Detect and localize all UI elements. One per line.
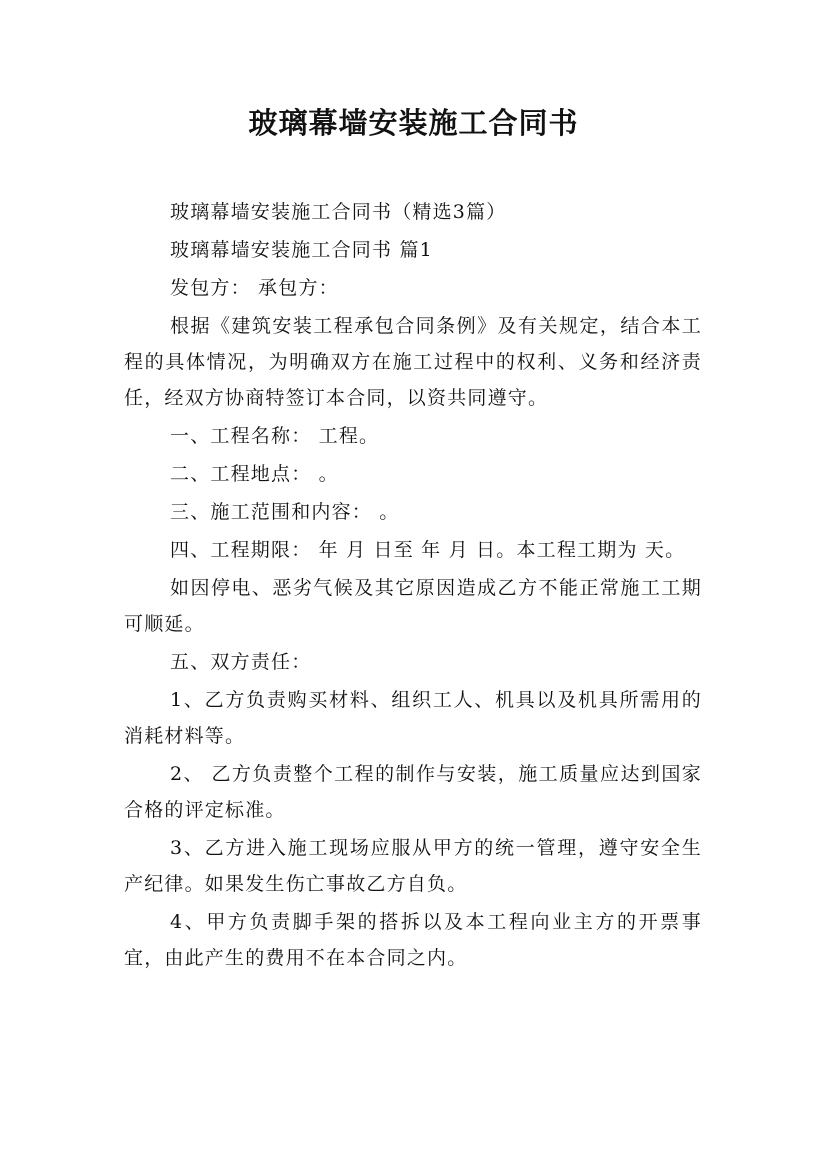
paragraph-duration: 四、工程期限： 年 月 日至 年 月 日。本工程工期为 天。 xyxy=(170,539,686,561)
paragraph-clause-2: 2、 乙方负责整个工程的制作与安装，施工质量应达到国家合格的评定标准。 xyxy=(124,763,702,821)
document-body xyxy=(124,194,702,976)
paragraph-preamble: 根据《建筑安装工程承包合同条例》及有关规定，结合本工程的具体情况，为明确双方在施工过程中的权利、义务和经济责任，经双方协商特签订本合同，以资共同遵守。 xyxy=(124,315,702,409)
paragraph-scope: 三、施工范围和内容： 。 xyxy=(170,501,400,523)
paragraph-clause-1: 1、乙方负责购买材料、组织工人、机具以及机具所需用的消耗材料等。 xyxy=(124,689,702,747)
paragraph-collection-title: 玻璃幕墙安装施工合同书（精选3篇） xyxy=(170,201,507,223)
paragraph-article-heading: 玻璃幕墙安装施工合同书 篇1 xyxy=(170,239,433,261)
paragraph-parties: 发包方： 承包方： xyxy=(170,277,339,299)
paragraph-project-location: 二、工程地点： 。 xyxy=(170,463,339,485)
paragraph-project-name: 一、工程名称： 工程。 xyxy=(170,425,380,447)
paragraph-extension: 如因停电、恶劣气候及其它原因造成乙方不能正常施工工期可顺延。 xyxy=(124,577,702,635)
document-title: 玻璃幕墙安装施工合同书 xyxy=(248,106,579,140)
paragraph-responsibilities-heading: 五、双方责任： xyxy=(170,651,312,673)
paragraph-clause-4: 4、甲方负责脚手架的搭拆以及本工程向业主方的开票事宜，由此产生的费用不在本合同之内。 xyxy=(124,911,702,969)
paragraph-clause-3: 3、乙方进入施工现场应服从甲方的统一管理，遵守安全生产纪律。如果发生伤亡事故乙方自负。 xyxy=(124,837,702,895)
